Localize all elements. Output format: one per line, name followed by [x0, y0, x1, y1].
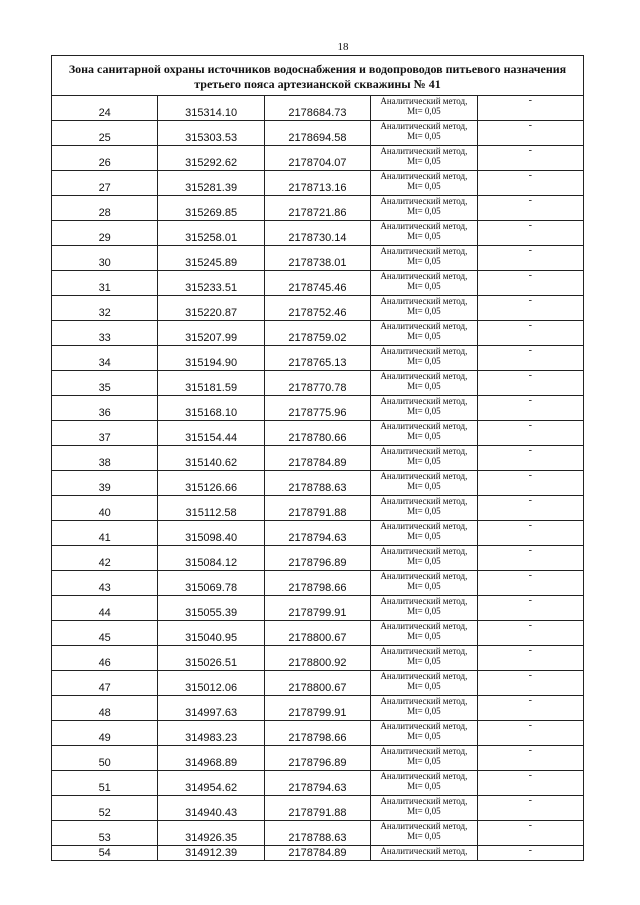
method-line-2: Mt= 0,05: [407, 431, 441, 441]
point-number: 24: [52, 96, 158, 121]
coord-x: 315069.78: [158, 571, 264, 596]
coord-x: 315258.01: [158, 221, 264, 246]
coord-y: 2178738.01: [264, 246, 370, 271]
method-line-2: Mt= 0,05: [407, 631, 441, 641]
point-number: 47: [52, 671, 158, 696]
method-cell: [371, 321, 477, 346]
coord-y: 2178759.02: [264, 321, 370, 346]
point-number: 44: [52, 596, 158, 621]
coord-y: 2178704.07: [264, 146, 370, 171]
table-row: [52, 796, 584, 821]
table-title-row: [52, 56, 584, 96]
method-line-2: Mt= 0,05: [407, 831, 441, 841]
method-line-1: Аналитический метод,: [380, 471, 468, 481]
coord-x: 315220.87: [158, 296, 264, 321]
error-value: -: [477, 321, 583, 346]
coord-y: 2178765.13: [264, 346, 370, 371]
table-row: [52, 346, 584, 371]
method-line-1: Аналитический метод,: [380, 271, 468, 281]
table-row: [52, 196, 584, 221]
method-line-1: Аналитический метод,: [380, 621, 468, 631]
coord-y: 2178794.63: [264, 521, 370, 546]
coord-x: 315026.51: [158, 646, 264, 671]
coord-x: 315040.95: [158, 621, 264, 646]
table-row: [52, 171, 584, 196]
coord-x: 315281.39: [158, 171, 264, 196]
method-cell: [371, 171, 477, 196]
method-line-2: Mt= 0,05: [407, 406, 441, 416]
coord-y: 2178713.16: [264, 171, 370, 196]
method-line-2: Mt= 0,05: [407, 256, 441, 266]
point-number: 49: [52, 721, 158, 746]
method-cell: [371, 846, 477, 861]
method-cell: [371, 196, 477, 221]
method-cell: [371, 621, 477, 646]
method-line-1: Аналитический метод,: [380, 446, 468, 456]
table-row: [52, 246, 584, 271]
error-value: -: [477, 696, 583, 721]
coord-y: 2178799.91: [264, 596, 370, 621]
method-line-1: Аналитический метод,: [380, 246, 468, 256]
table-row: [52, 746, 584, 771]
point-number: 42: [52, 546, 158, 571]
point-number: 36: [52, 396, 158, 421]
point-number: 37: [52, 421, 158, 446]
point-number: 31: [52, 271, 158, 296]
point-number: 27: [52, 171, 158, 196]
table-title: [52, 56, 584, 96]
coord-x: 314912.39: [158, 846, 264, 861]
coord-x: 315012.06: [158, 671, 264, 696]
method-line-2: Mt= 0,05: [407, 206, 441, 216]
method-cell: [371, 696, 477, 721]
error-value: -: [477, 721, 583, 746]
coord-y: 2178798.66: [264, 721, 370, 746]
table-row: [52, 546, 584, 571]
coord-y: 2178796.89: [264, 746, 370, 771]
error-value: -: [477, 821, 583, 846]
point-number: 45: [52, 621, 158, 646]
point-number: 50: [52, 746, 158, 771]
method-cell: [371, 796, 477, 821]
method-cell: [371, 771, 477, 796]
method-cell: [371, 496, 477, 521]
method-line-2: Mt= 0,05: [407, 356, 441, 366]
table-row: [52, 446, 584, 471]
method-cell: [371, 721, 477, 746]
method-line-1: Аналитический метод,: [380, 196, 468, 206]
method-line-2: Mt= 0,05: [407, 681, 441, 691]
method-line-1: Аналитический метод,: [380, 596, 468, 606]
method-line-2: Mt= 0,05: [407, 131, 441, 141]
method-line-2: Mt= 0,05: [407, 456, 441, 466]
table-row: [52, 571, 584, 596]
error-value: -: [477, 571, 583, 596]
point-number: 26: [52, 146, 158, 171]
method-cell: [371, 446, 477, 471]
error-value: -: [477, 646, 583, 671]
point-number: 35: [52, 371, 158, 396]
error-value: -: [477, 421, 583, 446]
coord-x: 315084.12: [158, 546, 264, 571]
method-cell: [371, 746, 477, 771]
table-row: [52, 596, 584, 621]
method-line-2: Mt= 0,05: [407, 106, 441, 116]
coord-x: 315140.62: [158, 446, 264, 471]
coord-x: 315126.66: [158, 471, 264, 496]
method-cell: [371, 421, 477, 446]
method-cell: [371, 371, 477, 396]
method-line-2: Mt= 0,05: [407, 806, 441, 816]
error-value: -: [477, 396, 583, 421]
point-number: 53: [52, 821, 158, 846]
coord-y: 2178775.96: [264, 396, 370, 421]
table-row: [52, 271, 584, 296]
method-cell: [371, 546, 477, 571]
coord-y: 2178788.63: [264, 471, 370, 496]
method-cell: [371, 346, 477, 371]
table-row: [52, 721, 584, 746]
method-cell: [371, 296, 477, 321]
point-number: 33: [52, 321, 158, 346]
coord-y: 2178752.46: [264, 296, 370, 321]
method-cell: [371, 596, 477, 621]
method-line-1: Аналитический метод,: [380, 821, 468, 831]
point-number: 30: [52, 246, 158, 271]
coord-y: 2178730.14: [264, 221, 370, 246]
coord-x: 315314.10: [158, 96, 264, 121]
method-cell: [371, 671, 477, 696]
method-line-1: Аналитический метод,: [380, 646, 468, 656]
error-value: -: [477, 196, 583, 221]
point-number: 28: [52, 196, 158, 221]
method-line-2: Mt= 0,05: [407, 606, 441, 616]
coord-x: 314940.43: [158, 796, 264, 821]
method-line-2: Mt= 0,05: [407, 731, 441, 741]
method-line-2: Mt= 0,05: [407, 281, 441, 291]
coord-x: 314926.35: [158, 821, 264, 846]
coord-y: 2178788.63: [264, 821, 370, 846]
table-row: [52, 696, 584, 721]
method-line-2: Mt= 0,05: [407, 556, 441, 566]
coord-x: 314997.63: [158, 696, 264, 721]
method-line-1: Аналитический метод,: [380, 571, 468, 581]
coord-y: 2178791.88: [264, 496, 370, 521]
table-row: [52, 646, 584, 671]
method-line-1: Аналитический метод,: [380, 321, 468, 331]
table-row: [52, 621, 584, 646]
point-number: 52: [52, 796, 158, 821]
table-row: [52, 296, 584, 321]
method-line-1: Аналитический метод,: [380, 371, 468, 381]
method-cell: [371, 146, 477, 171]
method-cell: [371, 396, 477, 421]
table-row: [52, 821, 584, 846]
method-line-1: Аналитический метод,: [380, 796, 468, 806]
method-line-1: Аналитический метод,: [380, 846, 468, 856]
table-row: [52, 471, 584, 496]
method-line-1: Аналитический метод,: [380, 671, 468, 681]
coord-y: 2178794.63: [264, 771, 370, 796]
method-line-2: Mt= 0,05: [407, 781, 441, 791]
coord-x: 315055.39: [158, 596, 264, 621]
method-line-1: Аналитический метод,: [380, 96, 468, 106]
error-value: -: [477, 171, 583, 196]
method-cell: [371, 471, 477, 496]
table-row: [52, 771, 584, 796]
method-line-1: Аналитический метод,: [380, 346, 468, 356]
coord-x: 315168.10: [158, 396, 264, 421]
coord-y: 2178784.89: [264, 846, 370, 861]
table-row: [52, 221, 584, 246]
error-value: -: [477, 371, 583, 396]
error-value: -: [477, 746, 583, 771]
coord-y: 2178800.67: [264, 671, 370, 696]
table-row: [52, 396, 584, 421]
coord-y: 2178684.73: [264, 96, 370, 121]
method-line-2: Mt= 0,05: [407, 156, 441, 166]
table-row: [52, 121, 584, 146]
error-value: -: [477, 546, 583, 571]
point-number: 48: [52, 696, 158, 721]
method-cell: [371, 646, 477, 671]
method-line-1: Аналитический метод,: [380, 171, 468, 181]
table-row: [52, 521, 584, 546]
coord-x: 315154.44: [158, 421, 264, 446]
coord-y: 2178721.86: [264, 196, 370, 221]
coord-x: 315303.53: [158, 121, 264, 146]
point-number: 32: [52, 296, 158, 321]
coord-y: 2178799.91: [264, 696, 370, 721]
coord-x: 315194.90: [158, 346, 264, 371]
coord-x: 315292.62: [158, 146, 264, 171]
error-value: -: [477, 446, 583, 471]
error-value: -: [477, 121, 583, 146]
error-value: -: [477, 271, 583, 296]
method-line-2: Mt= 0,05: [407, 706, 441, 716]
point-number: 54: [52, 846, 158, 861]
point-number: 43: [52, 571, 158, 596]
method-line-1: Аналитический метод,: [380, 696, 468, 706]
method-line-2: Mt= 0,05: [407, 331, 441, 341]
coord-x: 314983.23: [158, 721, 264, 746]
method-line-2: Mt= 0,05: [407, 481, 441, 491]
table-row: [52, 421, 584, 446]
error-value: -: [477, 596, 583, 621]
method-line-1: Аналитический метод,: [380, 421, 468, 431]
method-line-2: Mt= 0,05: [407, 531, 441, 541]
coord-x: 315207.99: [158, 321, 264, 346]
point-number: 38: [52, 446, 158, 471]
error-value: -: [477, 621, 583, 646]
coord-x: 314954.62: [158, 771, 264, 796]
point-number: 39: [52, 471, 158, 496]
point-number: 34: [52, 346, 158, 371]
error-value: -: [477, 221, 583, 246]
error-value: -: [477, 246, 583, 271]
point-number: 40: [52, 496, 158, 521]
error-value: -: [477, 296, 583, 321]
method-line-1: Аналитический метод,: [380, 746, 468, 756]
coord-x: 315269.85: [158, 196, 264, 221]
table-row: [52, 496, 584, 521]
coord-x: 315233.51: [158, 271, 264, 296]
method-line-1: Аналитический метод,: [380, 546, 468, 556]
table-row: [52, 146, 584, 171]
method-line-2: Mt= 0,05: [407, 581, 441, 591]
error-value: -: [477, 846, 583, 861]
method-line-1: Аналитический метод,: [380, 771, 468, 781]
table-title-line-2: третьего пояса артезианской скважины № 41: [194, 77, 441, 91]
coord-x: 315098.40: [158, 521, 264, 546]
table-row: [52, 321, 584, 346]
coord-x: 314968.89: [158, 746, 264, 771]
coord-y: 2178791.88: [264, 796, 370, 821]
coord-y: 2178780.66: [264, 421, 370, 446]
table-title-line-1: Зона санитарной охраны источников водоснабжения и водопроводов питьевого назначения: [68, 62, 567, 76]
method-cell: [371, 221, 477, 246]
method-line-2: Mt= 0,05: [407, 231, 441, 241]
method-cell: [371, 571, 477, 596]
coord-y: 2178745.46: [264, 271, 370, 296]
method-line-2: Mt= 0,05: [407, 381, 441, 391]
method-line-1: Аналитический метод,: [380, 496, 468, 506]
coord-y: 2178796.89: [264, 546, 370, 571]
point-number: 41: [52, 521, 158, 546]
coord-y: 2178798.66: [264, 571, 370, 596]
coord-x: 315181.59: [158, 371, 264, 396]
method-cell: [371, 521, 477, 546]
point-number: 25: [52, 121, 158, 146]
method-line-2: Mt= 0,05: [407, 181, 441, 191]
error-value: -: [477, 771, 583, 796]
point-number: 51: [52, 771, 158, 796]
method-cell: [371, 246, 477, 271]
coord-y: 2178694.58: [264, 121, 370, 146]
coord-x: 315112.58: [158, 496, 264, 521]
method-cell: [371, 121, 477, 146]
method-line-2: Mt= 0,05: [407, 506, 441, 516]
method-cell: [371, 96, 477, 121]
point-number: 29: [52, 221, 158, 246]
error-value: -: [477, 521, 583, 546]
error-value: -: [477, 796, 583, 821]
table-row: [52, 846, 584, 861]
method-line-1: Аналитический метод,: [380, 146, 468, 156]
method-line-1: Аналитический метод,: [380, 396, 468, 406]
coordinates-table: [51, 55, 584, 861]
coord-y: 2178800.67: [264, 621, 370, 646]
method-cell: [371, 821, 477, 846]
method-line-1: Аналитический метод,: [380, 721, 468, 731]
coord-y: 2178784.89: [264, 446, 370, 471]
error-value: -: [477, 96, 583, 121]
error-value: -: [477, 496, 583, 521]
method-line-1: Аналитический метод,: [380, 296, 468, 306]
point-number: 46: [52, 646, 158, 671]
table-row: [52, 671, 584, 696]
method-line-1: Аналитический метод,: [380, 521, 468, 531]
error-value: -: [477, 671, 583, 696]
coord-y: 2178800.92: [264, 646, 370, 671]
error-value: -: [477, 471, 583, 496]
coord-y: 2178770.78: [264, 371, 370, 396]
method-line-2: Mt= 0,05: [407, 656, 441, 666]
error-value: -: [477, 346, 583, 371]
method-line-2: Mt= 0,05: [407, 756, 441, 766]
method-line-1: Аналитический метод,: [380, 121, 468, 131]
table-row: [52, 371, 584, 396]
method-line-1: Аналитический метод,: [380, 221, 468, 231]
page-number: 18: [337, 41, 349, 53]
method-line-2: Mt= 0,05: [407, 306, 441, 316]
coord-x: 315245.89: [158, 246, 264, 271]
error-value: -: [477, 146, 583, 171]
method-cell: [371, 271, 477, 296]
table-row: [52, 96, 584, 121]
